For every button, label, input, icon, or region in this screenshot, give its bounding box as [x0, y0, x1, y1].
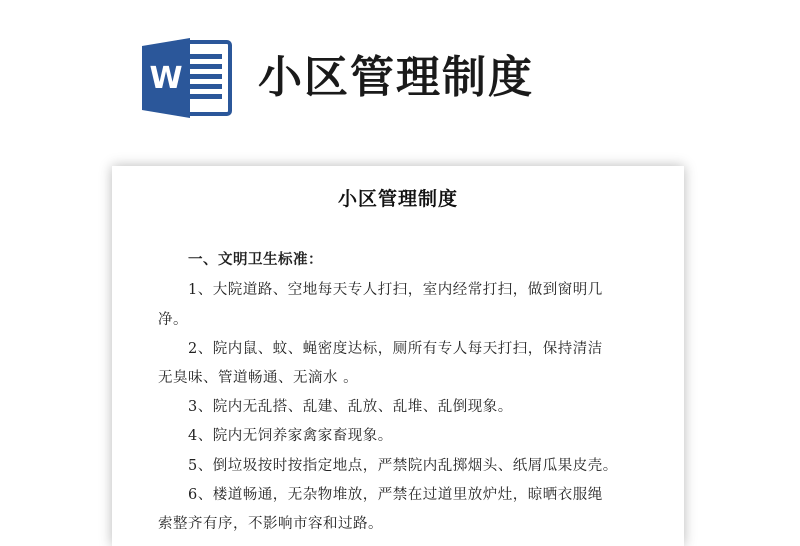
- paragraph-line: 2、院内鼠、蚊、蝇密度达标，厕所有专人每天打扫，保持清洁: [188, 341, 603, 357]
- page-title: 小区管理制度: [258, 52, 534, 103]
- document-title: 小区管理制度: [337, 188, 458, 210]
- document-page: [112, 166, 684, 546]
- paragraph-line: 索整齐有序，不影响市容和过路。: [158, 516, 383, 532]
- paragraph-line: 6、楼道畅通，无杂物堆放，严禁在过道里放炉灶，晾晒衣服绳: [188, 487, 603, 503]
- paragraph-line: 净。: [158, 312, 188, 328]
- paragraph-line: 3、院内无乱搭、乱建、乱放、乱堆、乱倒现象。: [188, 399, 513, 415]
- paragraph-line: 5、倒垃圾按时按指定地点，严禁院内乱掷烟头、纸屑瓜果皮壳。: [188, 458, 618, 474]
- paragraph-line: 1、大院道路、空地每天专人打扫，室内经常打扫，做到窗明几: [188, 282, 603, 298]
- section-heading: 一、文明卫生标准：: [188, 251, 323, 268]
- header: [0, 0, 800, 150]
- paragraph-line: 4、院内无饲养家禽家畜现象。: [188, 428, 393, 444]
- word-logo-letter: W: [149, 61, 183, 96]
- paragraph-line: 无臭味、管道畅通、无滴水 。: [158, 370, 359, 386]
- word-logo-icon: [140, 36, 232, 120]
